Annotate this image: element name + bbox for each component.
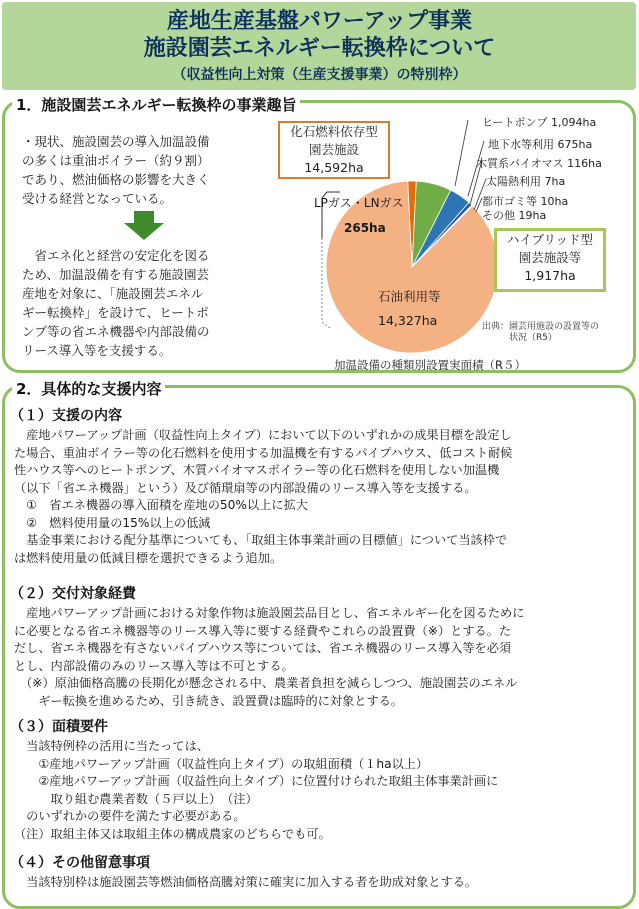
page-title-line2: 施設園芸エネルギー転換枠について <box>143 36 496 61</box>
sub1-heading: （１）支援の内容 <box>10 408 122 424</box>
label-other: その他 19ha <box>482 209 547 222</box>
sub3-body: 当該特例枠の活用に当たっては、 ①産地パワーアップ計画（収益性向上タイプ）の取組面積（１ha以上） ②産地パワーアップ計画（収益性向上タイプ）に位置付けられた取組主体事業計画に 取り組む農業者数（５戸以上） （注） のいずれかの要件を満たす必要がある。 （注）取組主体又は取組主体の構成農家のどちらでも可。 <box>14 739 499 841</box>
sub1-body: 産地パワーアップ計画（収益性向上タイプ）において以下のいずれかの成果目標を設定し た場合、重油ボイラー等の化石燃料を使用する加温機を有するパイプハウス、低コスト耐候 性ハウス等へのヒートポンプ、木質バイオマスボイラー等の化石燃料を使用しない加温機 （以下「省エネ機器」という）及び循環扇等の内部設備のリース導入等を支援する。 ① 省エネ機器の導入面積を産地の50%以上に拡大 ② 燃料使用量の15%以上の低減 基金事業における配分基準についても、「取組主体事業計画の目標値」について当該枠で は燃料使用量の低減目標を選択できるよう追加。 <box>14 428 513 565</box>
callout-hybrid: ハイブリッド型 園芸施設等 1,917ha <box>494 228 606 292</box>
label-oil: 石油利用等 <box>378 289 441 304</box>
label-lp: LPガス・LNガス <box>314 196 404 210</box>
page-subtitle: （収益性向上対策（生産支援事業）の特別枠） <box>172 67 467 83</box>
sub2-heading: （２）交付対象経費 <box>10 586 136 602</box>
label-groundwater: 地下水等利用 675ha <box>488 138 593 151</box>
sub2-body: 産地パワーアップ計画における対象作物は施設園芸品目とし、省エネルギー化を図るために に必要となる省エネ機器等のリース導入等に要する経費やこれらの設置費（※）とする。た だし、省エネ機器を有さないパイプハウス等については、省エネ機器のリース導入等を必須 とし、内部設備のみのリース導入等は不可とする。 （※）原油価格高騰の長期化が懸念される中、農業者負担を減らしつつ、施設園芸のエネル ギー転換を進めるため、引き続き、設置費は臨時的に対象とする。 <box>14 606 525 708</box>
section1-para1: ・現状、施設園芸の導入加温設備 の多くは重油ボイラー（約９割） であり、燃油価格の影響を大きく 受ける経営となっている。 <box>22 134 210 206</box>
label-garbage: 都市ゴミ等 10ha <box>482 195 569 208</box>
section2-heading: 2．具体的な支援内容 <box>12 378 165 399</box>
sub4-heading: （４）その他留意事項 <box>10 855 150 871</box>
chart-caption: 加温設備の種類別設置実面積（R５） <box>334 358 526 372</box>
source-note: 出典：園芸用施設の設置等の 状況（R5） <box>482 322 600 343</box>
label-solar: 太陽熱利用 7ha <box>486 175 566 188</box>
sub3-heading: （３）面積要件 <box>10 719 108 735</box>
label-heatpump: ヒートポンプ 1,094ha <box>482 116 597 129</box>
label-biomass: 木質系バイオマス 116ha <box>476 157 602 170</box>
value-oil: 14,327ha <box>378 313 438 328</box>
section1-para2: 省エネ化と経営の安定化を図る ため、加温設備を有する施設園芸 産地を対象に、「施設園芸エネル ギー転換枠」を設けて、ヒートポ ンプ等の省エネ機器や内部設備の リース導入等を支援する。 <box>22 248 210 358</box>
value-lp: 265ha <box>344 221 386 235</box>
callout-fossil: 化石燃料依存型 園芸施設 14,592ha <box>278 121 390 179</box>
section1-heading: 1．施設園芸エネルギー転換枠の事業趣旨 <box>12 94 300 115</box>
leader-heatpump <box>455 120 468 186</box>
page-title-line1: 産地生産基盤パワーアップ事業 <box>166 9 473 34</box>
sub4-body: 当該特別枠は施設園芸等燃油価格高騰対策に確実に加入する者を助成対象とする。 <box>14 875 478 889</box>
